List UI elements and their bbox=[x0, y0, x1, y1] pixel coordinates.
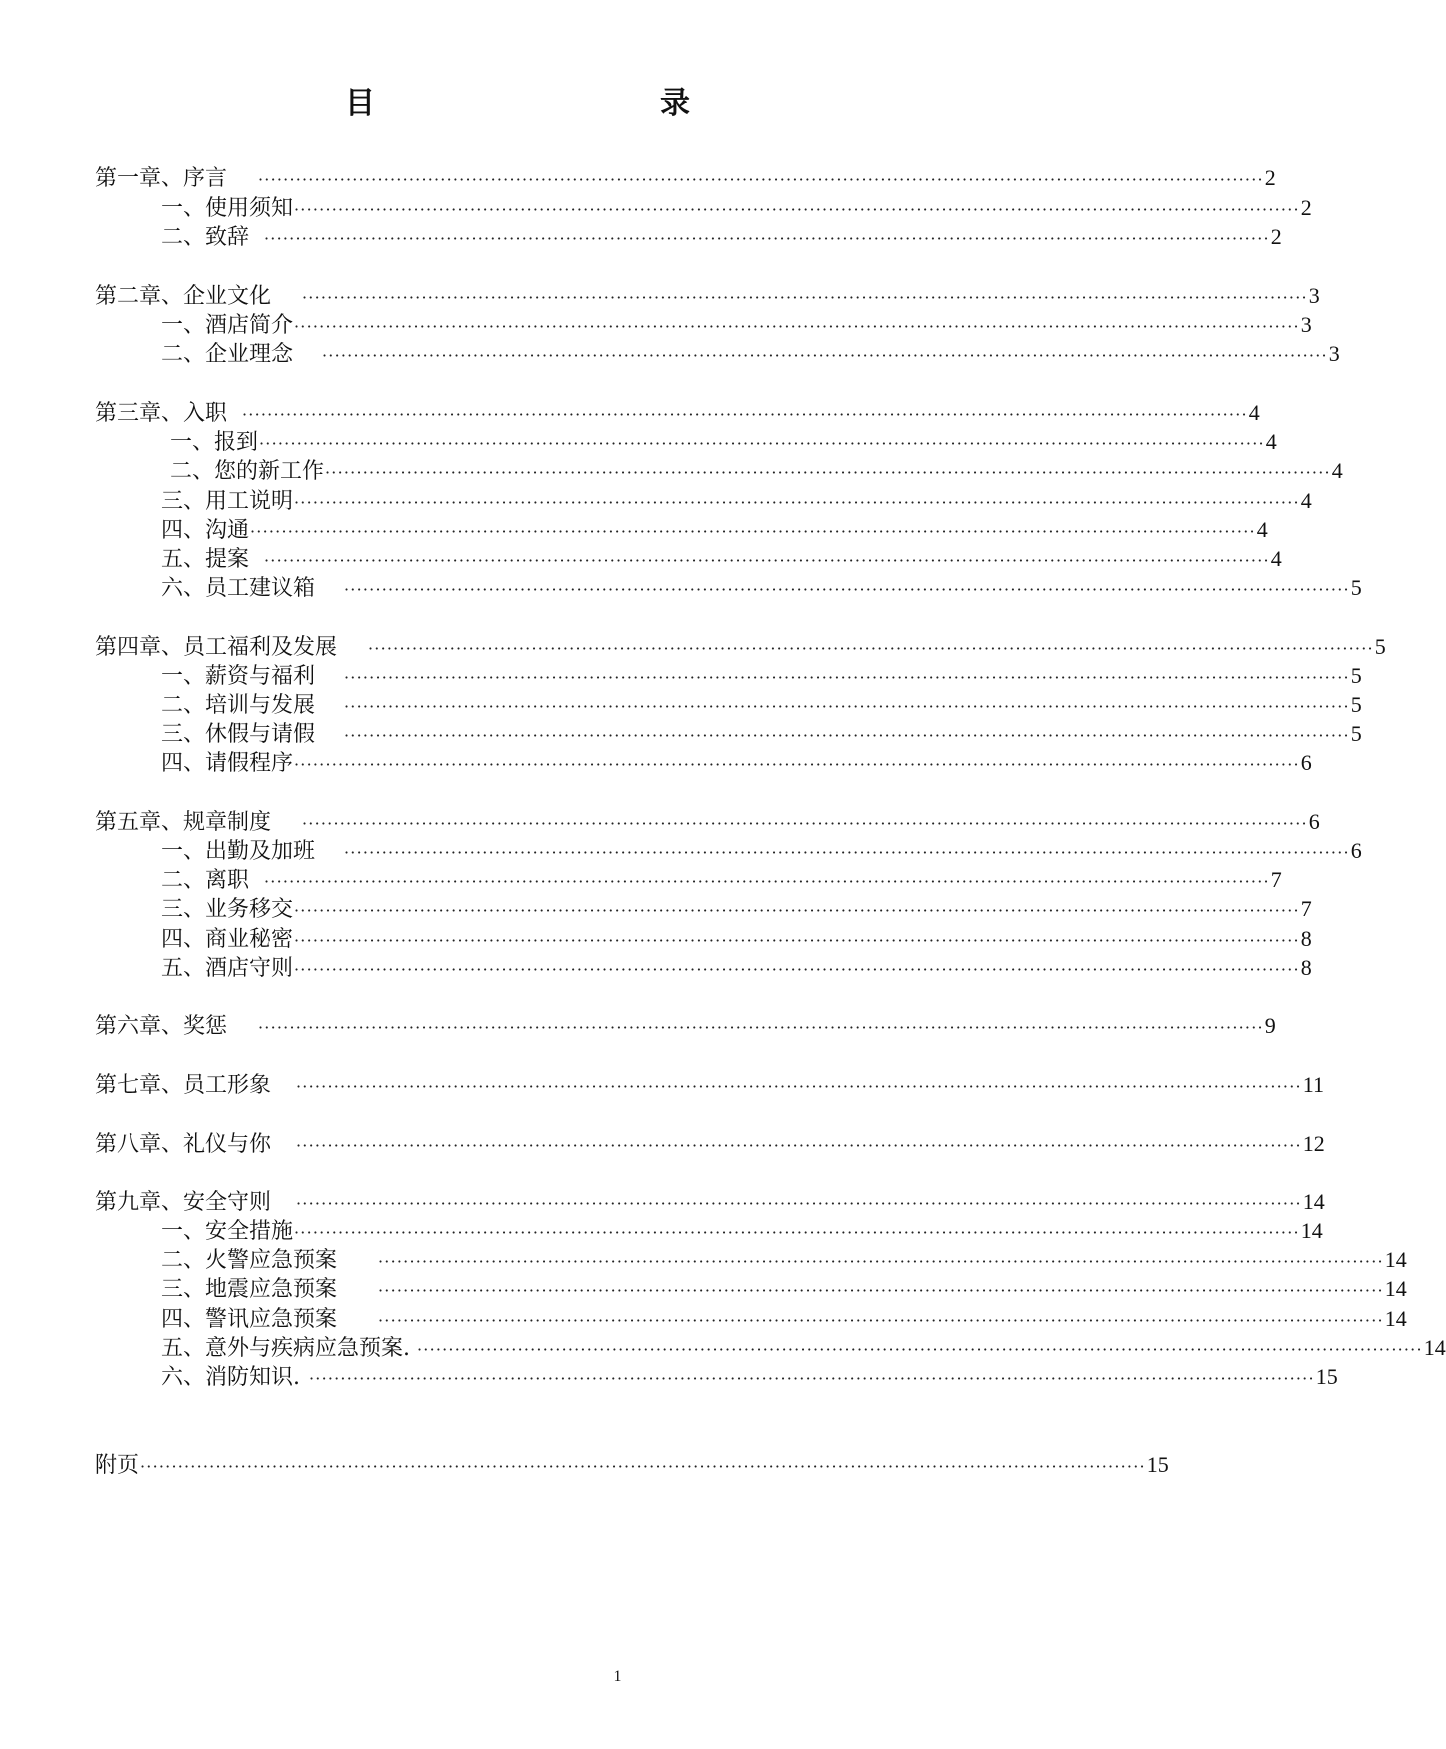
toc-entry-page-number: 5 bbox=[1350, 692, 1362, 717]
toc-entry[interactable] bbox=[161, 749, 1312, 779]
toc-entry[interactable] bbox=[95, 282, 1320, 312]
dot-leader: ································································································································································ bbox=[344, 697, 1350, 716]
page-number: 1 bbox=[613, 1668, 622, 1685]
toc-entry[interactable] bbox=[95, 1188, 1325, 1218]
toc-entry-page-number: 9 bbox=[1264, 1013, 1276, 1038]
toc-entry[interactable] bbox=[95, 164, 1276, 194]
toc-entry-label: 第四章、员工福利及发展 bbox=[95, 635, 338, 660]
dot-leader: ································································································································································ bbox=[294, 755, 1300, 774]
toc-entry[interactable] bbox=[161, 194, 1312, 224]
dot-leader: ································································································································································ bbox=[378, 1311, 1384, 1330]
toc-entry[interactable] bbox=[161, 487, 1312, 517]
toc-entry[interactable] bbox=[95, 1071, 1324, 1101]
toc-entry-label: 第八章、礼仪与你 bbox=[95, 1132, 272, 1157]
toc-entry[interactable] bbox=[161, 662, 1362, 692]
toc-entry[interactable] bbox=[161, 545, 1282, 575]
toc-entry-label: 一、出勤及加班 bbox=[161, 839, 316, 864]
toc-entry-page-number: 14 bbox=[1384, 1276, 1407, 1301]
toc-entry-page-number: 5 bbox=[1374, 634, 1386, 659]
dot-leader: ································································································································································ bbox=[296, 1136, 1302, 1155]
toc-entry-label: 第五章、规章制度 bbox=[95, 810, 272, 835]
toc-entry-label: 第六章、奖惩 bbox=[95, 1014, 228, 1039]
toc-entry[interactable] bbox=[161, 516, 1268, 546]
toc-entry-page-number: 4 bbox=[1265, 429, 1277, 454]
toc-entry-page-number: 2 bbox=[1264, 165, 1276, 190]
toc-entry-label: 三、业务移交 bbox=[161, 897, 294, 922]
toc-entry-page-number: 6 bbox=[1350, 838, 1362, 863]
toc-entry-label: 四、沟通 bbox=[161, 518, 250, 543]
toc-entry-page-number: 14 bbox=[1302, 1189, 1325, 1214]
toc-entry-label: 二、离职 bbox=[161, 868, 250, 893]
toc-entry[interactable] bbox=[161, 837, 1362, 867]
toc-entry-page-number: 6 bbox=[1308, 809, 1320, 834]
toc-entry[interactable] bbox=[161, 1334, 1446, 1364]
toc-entry-label: 第一章、序言 bbox=[95, 166, 228, 191]
toc-entry-page-number: 14 bbox=[1384, 1247, 1407, 1272]
dot-leader: ································································································································································ bbox=[296, 1077, 1302, 1096]
toc-entry-page-number: 4 bbox=[1248, 400, 1260, 425]
dot-leader: ································································································································································ bbox=[294, 1223, 1300, 1242]
toc-entry-page-number: 4 bbox=[1256, 517, 1268, 542]
dot-leader: ································································································································································ bbox=[294, 960, 1300, 979]
toc-entry[interactable] bbox=[161, 925, 1312, 955]
dot-leader: ································································································································································ bbox=[258, 170, 1264, 189]
toc-entry-page-number: 15 bbox=[1146, 1452, 1169, 1477]
toc-entry-label: 附页 bbox=[95, 1453, 140, 1478]
dot-leader: ································································································································································ bbox=[378, 1252, 1384, 1271]
toc-entry[interactable] bbox=[161, 895, 1312, 925]
toc-entry[interactable] bbox=[161, 1275, 1407, 1305]
toc-entry[interactable] bbox=[95, 1012, 1276, 1042]
toc-entry-label: 三、休假与请假 bbox=[161, 722, 316, 747]
toc-entry[interactable] bbox=[161, 1246, 1407, 1276]
toc-entry-label: 一、使用须知 bbox=[161, 196, 294, 221]
dot-leader: ································································································································································ bbox=[417, 1340, 1423, 1359]
toc-entry-label: 二、致辞 bbox=[161, 225, 250, 250]
dot-leader: ································································································································································ bbox=[140, 1457, 1146, 1476]
toc-entry-label: 五、酒店守则 bbox=[161, 956, 294, 981]
toc-entry-label: 第三章、入职 bbox=[95, 401, 228, 426]
toc-entry-label: 一、报到 bbox=[170, 430, 259, 455]
toc-entry-page-number: 5 bbox=[1350, 575, 1362, 600]
toc-entry-page-number: 3 bbox=[1328, 341, 1340, 366]
toc-entry[interactable] bbox=[170, 428, 1277, 458]
toc-entry-label: 二、火警应急预案 bbox=[161, 1248, 338, 1273]
toc-entry-page-number: 14 bbox=[1384, 1306, 1407, 1331]
toc-entry[interactable] bbox=[161, 340, 1340, 370]
dot-leader: ································································································································································ bbox=[302, 288, 1308, 307]
toc-entry-label: 一、薪资与福利 bbox=[161, 664, 316, 689]
toc-entry-label: 六、员工建议箱 bbox=[161, 576, 316, 601]
toc-entry-page-number: 14 bbox=[1300, 1218, 1323, 1243]
toc-entry-page-number: 3 bbox=[1300, 312, 1312, 337]
dot-leader: ································································································································································ bbox=[368, 639, 1374, 658]
toc-entry-page-number: 8 bbox=[1300, 926, 1312, 951]
dot-leader: ································································································································································ bbox=[259, 434, 1265, 453]
toc-entry[interactable] bbox=[95, 633, 1386, 663]
toc-entry-label: 二、企业理念 bbox=[161, 342, 294, 367]
dot-leader: ································································································································································ bbox=[325, 463, 1331, 482]
dot-leader: ································································································································································ bbox=[294, 493, 1300, 512]
toc-entry-label: 五、意外与疾病应急预案. bbox=[161, 1336, 410, 1361]
toc-entry-label: 四、警讯应急预案 bbox=[161, 1307, 338, 1332]
toc-entry-page-number: 4 bbox=[1270, 546, 1282, 571]
dot-leader: ································································································································································ bbox=[322, 346, 1328, 365]
toc-entry[interactable] bbox=[95, 1451, 1169, 1481]
toc-entry-label: 四、请假程序 bbox=[161, 751, 294, 776]
toc-entry-label: 三、地震应急预案 bbox=[161, 1277, 338, 1302]
toc-entry[interactable] bbox=[161, 691, 1362, 721]
toc-entry-label: 二、培训与发展 bbox=[161, 693, 316, 718]
toc-entry-page-number: 2 bbox=[1300, 195, 1312, 220]
dot-leader: ································································································································································ bbox=[344, 580, 1350, 599]
toc-entry[interactable] bbox=[161, 1217, 1323, 1247]
toc-entry[interactable] bbox=[95, 808, 1320, 838]
dot-leader: ································································································································································ bbox=[250, 522, 1256, 541]
toc-entry[interactable] bbox=[95, 1130, 1325, 1160]
dot-leader: ································································································································································ bbox=[294, 901, 1300, 920]
toc-entry-page-number: 4 bbox=[1300, 488, 1312, 513]
dot-leader: ································································································································································ bbox=[378, 1281, 1384, 1300]
dot-leader: ································································································································································ bbox=[309, 1369, 1315, 1388]
dot-leader: ································································································································································ bbox=[258, 1018, 1264, 1037]
toc-entry[interactable] bbox=[161, 311, 1312, 341]
toc-entry-page-number: 3 bbox=[1308, 283, 1320, 308]
toc-entry[interactable] bbox=[161, 223, 1282, 253]
dot-leader: ································································································································································ bbox=[294, 317, 1300, 336]
toc-entry-page-number: 12 bbox=[1302, 1131, 1325, 1156]
toc-entry-label: 第七章、员工形象 bbox=[95, 1073, 272, 1098]
toc-entry-page-number: 14 bbox=[1423, 1335, 1446, 1360]
dot-leader: ································································································································································ bbox=[344, 668, 1350, 687]
toc-entry-label: 一、酒店简介 bbox=[161, 313, 294, 338]
toc-entry-label: 第九章、安全守则 bbox=[95, 1190, 272, 1215]
dot-leader: ································································································································································ bbox=[344, 726, 1350, 745]
dot-leader: ································································································································································ bbox=[296, 1194, 1302, 1213]
dot-leader: ································································································································································ bbox=[302, 814, 1308, 833]
dot-leader: ································································································································································ bbox=[294, 200, 1300, 219]
toc-entry[interactable] bbox=[161, 720, 1362, 750]
toc-entry-page-number: 4 bbox=[1331, 458, 1343, 483]
toc-entry[interactable] bbox=[161, 1305, 1407, 1335]
dot-leader: ································································································································································ bbox=[264, 229, 1270, 248]
toc-entry-label: 二、您的新工作 bbox=[170, 459, 325, 484]
toc-entry-page-number: 5 bbox=[1350, 721, 1362, 746]
toc-entry-page-number: 5 bbox=[1350, 663, 1362, 688]
toc-entry-page-number: 15 bbox=[1315, 1364, 1338, 1389]
dot-leader: ································································································································································ bbox=[242, 405, 1248, 424]
toc-entry[interactable] bbox=[161, 574, 1362, 604]
toc-entry-label: 一、安全措施 bbox=[161, 1219, 294, 1244]
dot-leader: ································································································································································ bbox=[264, 872, 1270, 891]
toc-entry-label: 第二章、企业文化 bbox=[95, 284, 272, 309]
toc-entry[interactable] bbox=[170, 457, 1343, 487]
toc-entry-label: 五、提案 bbox=[161, 547, 250, 572]
toc-entry-label: 三、用工说明 bbox=[161, 489, 294, 514]
dot-leader: ································································································································································ bbox=[294, 931, 1300, 950]
toc-entry[interactable] bbox=[161, 954, 1312, 984]
toc-entry-page-number: 7 bbox=[1300, 896, 1312, 921]
dot-leader: ································································································································································ bbox=[264, 551, 1270, 570]
dot-leader: ································································································································································ bbox=[344, 843, 1350, 862]
toc-entry[interactable] bbox=[161, 1363, 1338, 1393]
toc-entry-page-number: 7 bbox=[1270, 867, 1282, 892]
toc-entry-page-number: 11 bbox=[1302, 1072, 1324, 1097]
toc-entry-label: 六、消防知识. bbox=[161, 1365, 300, 1390]
toc-entry-label: 四、商业秘密 bbox=[161, 927, 294, 952]
toc-entry[interactable] bbox=[161, 866, 1282, 896]
toc-title-char-1: 目 bbox=[345, 86, 375, 121]
toc-entry-page-number: 6 bbox=[1300, 750, 1312, 775]
toc-entry-page-number: 2 bbox=[1270, 224, 1282, 249]
toc-entry[interactable] bbox=[95, 399, 1260, 429]
toc-entry-page-number: 8 bbox=[1300, 955, 1312, 980]
toc-title-char-2: 录 bbox=[660, 86, 690, 121]
